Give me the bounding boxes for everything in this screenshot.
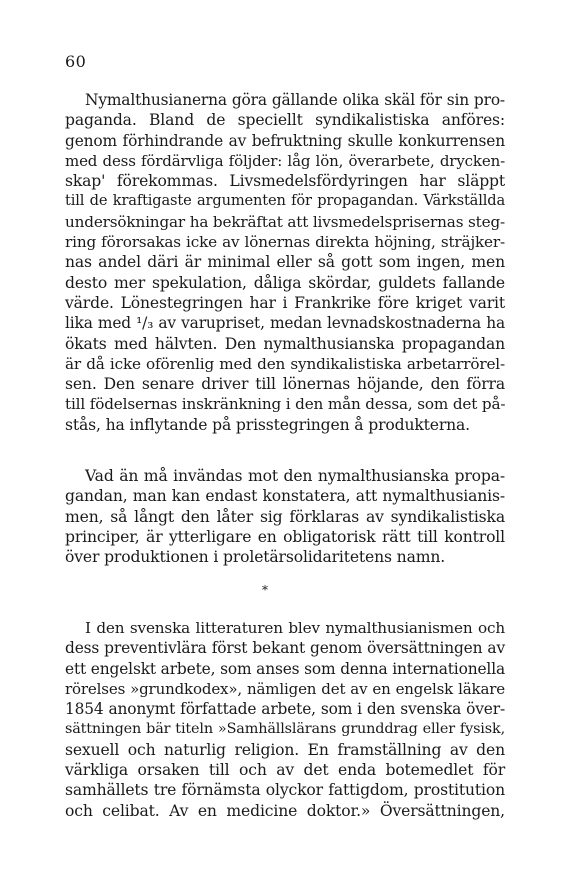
- text-line: paganda. Bland de speciellt syndikalistiska anföres:: [65, 111, 505, 130]
- text-line: värde. Lönestegringen har i Frankrike före kriget varit: [65, 293, 505, 312]
- text-line: Nymalthusianerna göra gällande olika skäl för sin pro-: [85, 91, 505, 109]
- text-line: desto mer spekulation, dåliga skördar, guldets fallande: [65, 273, 505, 292]
- text-line: ökats med hälvten. Den nymalthusianska propagandan: [65, 334, 505, 353]
- text-line: gandan, man kan endast konstatera, att nymalthusianis-: [65, 487, 505, 506]
- text-line: samhällets tre förnämsta olyckor fattigdom, prostitution: [65, 781, 505, 800]
- text-line: Vad än må invändas mot den nymalthusianska propa-: [85, 467, 505, 485]
- text-line: sexuell och naturlig religion. En framställning av den: [65, 740, 505, 759]
- text-line: undersökningar ha bekräftat att livsmedelsprisernas steg-: [65, 212, 506, 231]
- paragraph-3: [65, 618, 505, 821]
- text-line: ett engelskt arbete, som anses som denna internationella: [65, 659, 505, 678]
- text-line: och celibat. Av en medicine doktor.» Översättningen,: [65, 801, 505, 820]
- text-line: principer, är ytterligare en obligatorisk rätt till kontroll: [65, 527, 505, 546]
- paragraph-2: [65, 466, 505, 567]
- page-number: 60: [65, 52, 87, 71]
- text-line: till de kraftigaste argumenten för propagandan. Värkställda: [65, 192, 505, 210]
- paragraph-1: [65, 90, 505, 435]
- text-line: 1854 anonymt författade arbete, som i den svenska över-: [65, 700, 505, 719]
- text-line: ring förorsakas icke av lönernas direkta höjning, sträjker-: [65, 233, 505, 252]
- text-line: I den svenska litteraturen blev nymalthusianismen och: [85, 619, 505, 637]
- text-line: dess preventivlära först bekant genom översättningen av: [65, 639, 505, 658]
- text-line: lika med ¹/₃ av varupriset, medan levnadskostnaderna ha: [65, 314, 505, 333]
- text-line: sättningen bär titeln »Samhällslärans grunddrag eller fysisk,: [65, 721, 505, 738]
- text-line: genom förhindrande av befruktning skulle konkurrensen: [65, 131, 505, 150]
- text-line: nas andel däri är minimal eller så gott som ingen, men: [65, 253, 505, 272]
- text-line: stås, ha inflytande på prisstegringen å produkterna.: [65, 415, 470, 434]
- text-line: rörelses »grundkodex», nämligen det av en engelsk läkare: [65, 679, 505, 698]
- section-separator: *: [262, 583, 268, 597]
- text-line: värkliga orsaken till och av det enda botemedlet för: [65, 761, 505, 780]
- text-line: skap' förekommas. Livsmedelsfördyringen har släppt: [65, 172, 505, 191]
- text-line: med dess fördärvliga följder: låg lön, överarbete, drycken-: [65, 151, 505, 170]
- text-line: över produktionen i proletärsolidaritetens namn.: [65, 548, 446, 567]
- text-line: till födelsernas inskränkning i den mån dessa, som det på-: [65, 395, 506, 414]
- text-line: sen. Den senare driver till lönernas höjande, den förra: [65, 375, 505, 394]
- text-line: är då icke oförenlig med den syndikalistiska arbetarrörel-: [65, 354, 505, 373]
- text-line: men, så långt den låter sig förklaras av syndikalistiska: [65, 507, 505, 526]
